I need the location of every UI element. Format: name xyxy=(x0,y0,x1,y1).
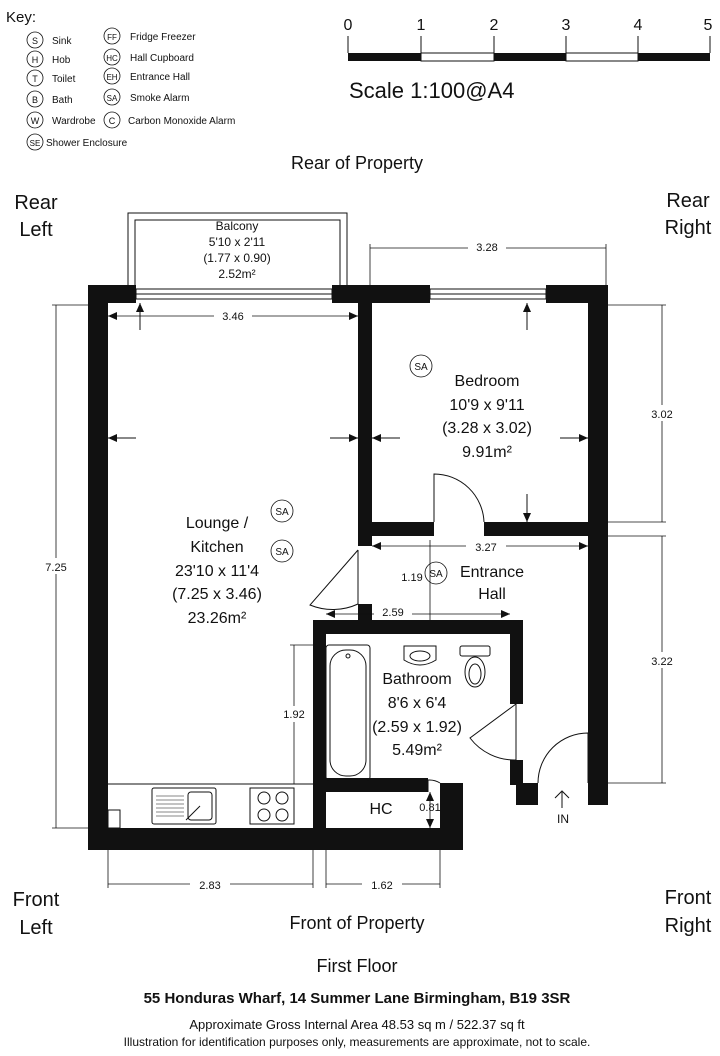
key-code: S xyxy=(31,36,39,46)
dim-front-mid: 1.62 xyxy=(371,880,393,892)
smoke-alarm-hall xyxy=(425,562,447,584)
hob-icon xyxy=(250,788,294,824)
hall-label xyxy=(460,564,524,603)
wall-unit-icon xyxy=(108,810,120,828)
key-item-sink xyxy=(27,32,72,48)
hall-cupboard-label: HC xyxy=(369,801,393,818)
key-label: Carbon Monoxide Alarm xyxy=(128,116,236,127)
entrance-arrow-icon xyxy=(555,791,569,808)
dim-hc-height: 0.81 xyxy=(419,802,441,814)
dim-lounge-width: 3.46 xyxy=(222,311,244,323)
scale-tick: 3 xyxy=(561,17,571,34)
key-code: SE xyxy=(29,139,41,148)
key-item-toilet xyxy=(27,70,76,86)
key-item-entrance-hall xyxy=(104,68,190,84)
basin-icon xyxy=(404,646,436,665)
front-right-line1: Front xyxy=(664,887,712,909)
lounge-area: 23.26m² xyxy=(187,610,247,627)
rear-right-line1: Rear xyxy=(666,190,710,212)
key-label: Wardrobe xyxy=(52,116,96,127)
key-item-wardrobe xyxy=(27,112,96,128)
bathroom-name: Bathroom xyxy=(382,671,452,688)
key-code: W xyxy=(30,116,40,126)
key-label: Bath xyxy=(52,95,73,106)
smoke-alarm-code: SA xyxy=(275,507,289,518)
sink-icon xyxy=(152,788,216,824)
balcony-name: Balcony xyxy=(215,219,259,233)
dim-bath-height: 1.92 xyxy=(283,709,305,721)
smoke-alarm-code: SA xyxy=(275,547,289,558)
bathroom-label xyxy=(372,671,462,759)
dim-front-left: 2.83 xyxy=(199,880,221,892)
entrance-in-label: IN xyxy=(557,812,569,826)
key-item-hall-cupboard xyxy=(104,49,194,65)
dim-bedroom-height: 3.02 xyxy=(651,409,673,421)
dim-hall-width: 3.27 xyxy=(475,542,497,554)
disclaimer: Illustration for identification purposes only, measurements are approximate, not to scale. xyxy=(123,1035,591,1049)
scale-tick: 2 xyxy=(489,17,499,34)
scale-tick: 1 xyxy=(416,17,426,34)
bathroom-imperial: 8'6 x 6'4 xyxy=(387,695,447,712)
key-code: FF xyxy=(107,33,117,42)
floor-label: First Floor xyxy=(316,956,398,976)
bedroom-imperial: 10'9 x 9'11 xyxy=(449,397,525,414)
dim-hall-depth: 1.19 xyxy=(401,572,423,584)
lounge-label xyxy=(172,515,262,627)
dim-bath-width: 2.59 xyxy=(382,607,404,619)
lounge-metric: (7.25 x 3.46) xyxy=(172,586,262,603)
rear-left-line1: Rear xyxy=(14,192,58,214)
address: 55 Honduras Wharf, 14 Summer Lane Birmingham, B19 3SR xyxy=(143,990,571,1007)
bedroom-area: 9.91m² xyxy=(462,444,512,461)
rear-of-property-label: Rear of Property xyxy=(290,153,424,173)
key-item-fridge xyxy=(104,28,196,44)
key-item-co-alarm xyxy=(104,112,235,128)
smoke-alarm-bedroom xyxy=(410,355,432,377)
toilet-icon xyxy=(460,646,490,687)
front-left-line2: Left xyxy=(19,917,53,939)
bedroom-name: Bedroom xyxy=(454,373,520,390)
key-item-shower xyxy=(27,134,128,150)
walls xyxy=(88,285,608,850)
hall-name-1: Entrance xyxy=(459,564,525,581)
key-code: HC xyxy=(106,54,118,63)
hall-name-2: Hall xyxy=(478,586,506,603)
key-label: Smoke Alarm xyxy=(130,93,190,104)
key-item-hob xyxy=(27,51,71,67)
key-code: B xyxy=(31,95,39,105)
key-title: Key: xyxy=(6,9,37,26)
bedroom-label xyxy=(442,373,532,461)
dim-balcony-width: 3.28 xyxy=(476,242,498,254)
rear-right-line2: Right xyxy=(664,217,712,239)
front-of-property-label: Front of Property xyxy=(289,913,425,933)
key-code: C xyxy=(108,116,116,126)
dim-hall-height: 3.22 xyxy=(651,656,673,668)
key-item-smoke-alarm xyxy=(104,89,189,105)
bathroom-area: 5.49m² xyxy=(392,742,442,759)
scale-bar xyxy=(344,17,713,103)
balcony-area: 2.52m² xyxy=(218,267,256,281)
lounge-name-1: Lounge / xyxy=(185,515,249,532)
key-label: Fridge Freezer xyxy=(130,32,196,43)
front-right-line2: Right xyxy=(664,915,712,937)
key-code: EH xyxy=(106,73,118,82)
key-label: Hall Cupboard xyxy=(130,53,194,64)
scale-tick: 0 xyxy=(343,17,353,34)
key-legend xyxy=(6,9,235,150)
balcony-metric: (1.77 x 0.90) xyxy=(203,251,271,265)
key-label: Sink xyxy=(52,36,72,47)
balcony xyxy=(128,213,347,285)
key-item-bath xyxy=(27,91,73,107)
key-code: H xyxy=(31,55,39,65)
smoke-alarm-lounge-2 xyxy=(271,540,293,562)
key-code: SA xyxy=(106,94,118,103)
smoke-alarm-lounge-1 xyxy=(271,500,293,522)
rear-left-line2: Left xyxy=(19,219,53,241)
key-code: T xyxy=(32,74,38,84)
scale-label: Scale 1:100@A4 xyxy=(349,78,515,103)
lounge-name-2: Kitchen xyxy=(190,539,244,556)
dim-lounge-height: 7.25 xyxy=(45,562,67,574)
key-label: Shower Enclosure xyxy=(46,138,128,149)
front-left-line1: Front xyxy=(12,889,60,911)
key-label: Entrance Hall xyxy=(130,72,191,83)
gross-area: Approximate Gross Internal Area 48.53 sq m / 522.37 sq ft xyxy=(189,1017,525,1032)
smoke-alarm-code: SA xyxy=(414,362,428,373)
bathroom-metric: (2.59 x 1.92) xyxy=(372,719,462,736)
scale-tick: 4 xyxy=(633,17,643,34)
key-label: Hob xyxy=(52,55,71,66)
bath-icon xyxy=(326,645,370,780)
balcony-imperial: 5'10 x 2'11 xyxy=(208,235,266,249)
scale-tick: 5 xyxy=(703,17,713,34)
smoke-alarm-code: SA xyxy=(429,569,443,580)
lounge-imperial: 23'10 x 11'4 xyxy=(174,563,260,580)
bedroom-metric: (3.28 x 3.02) xyxy=(442,420,532,437)
key-label: Toilet xyxy=(52,74,76,85)
